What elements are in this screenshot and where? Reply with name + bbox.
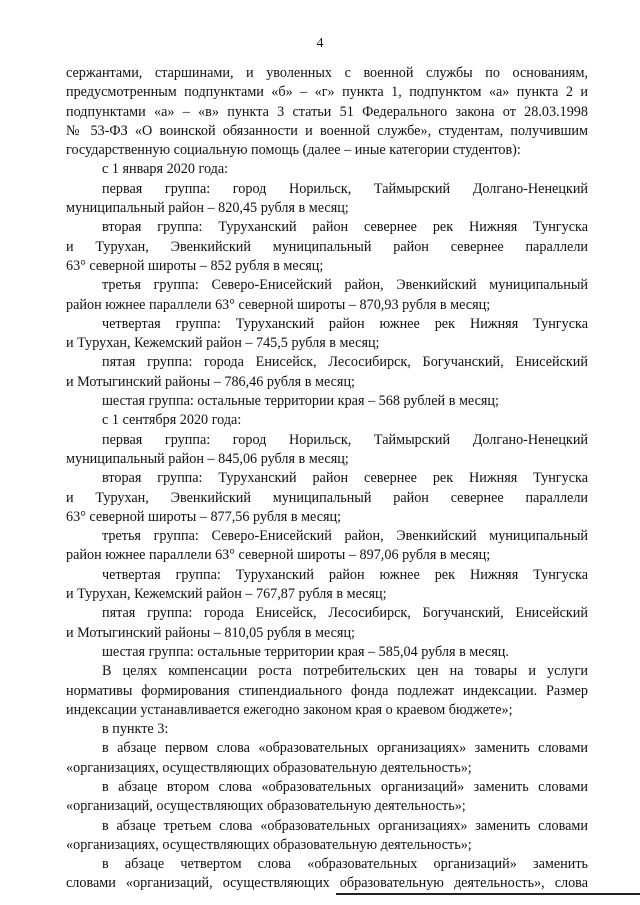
- text-line: государственную социальную помощь (далее – иные категории студентов):: [66, 142, 521, 159]
- text-line: пятая группа: города Енисейск, Лесосибирск, Богучанский, Енисейский: [102, 605, 588, 622]
- text-line: в абзаце втором слова «образовательных организаций» заменить словами: [102, 778, 588, 795]
- text-line: нормативы формирования стипендиального фонда подлежат индексации. Размер: [66, 682, 588, 699]
- text-line: № 53-ФЗ «О воинской обязанности и военной службе», студентам, получившим: [66, 122, 588, 139]
- text-line: с 1 января 2020 года:: [102, 161, 229, 178]
- text-line: шестая группа: остальные территории края – 585,04 рубля в месяц.: [102, 643, 509, 660]
- text-line: 63° северной широты – 877,56 рубля в месяц;: [66, 508, 342, 525]
- text-line: первая группа: город Норильск, Таймырский Долгано-Ненецкий: [102, 431, 588, 448]
- text-line: четвертая группа: Туруханский район южнее рек Нижняя Тунгуска: [102, 315, 588, 332]
- text-line: предусмотренным подпунктами «б» – «г» пункта 1, подпунктом «а» пункта 2 и: [66, 84, 588, 101]
- text-line: «организациях, осуществляющих образовательную деятельность»;: [66, 759, 472, 776]
- text-line: вторая группа: Туруханский район севернее рек Нижняя Тунгуска: [102, 470, 588, 487]
- text-line: с 1 сентября 2020 года:: [102, 412, 242, 429]
- text-line: и Турухан, Кежемский район – 767,87 рубля в месяц;: [66, 586, 387, 603]
- text-line: «организаций, осуществляющих образовательную деятельность»;: [66, 798, 466, 815]
- text-line: четвертая группа: Туруханский район южнее рек Нижняя Тунгуска: [102, 566, 588, 583]
- page-number: 4: [316, 36, 324, 51]
- bottom-divider-line: [336, 893, 640, 895]
- text-line: и Турухан, Кежемский район – 745,5 рубля в месяц;: [66, 335, 380, 352]
- text-line: район южнее параллели 63° северной широты – 870,93 рубля в месяц;: [66, 296, 491, 313]
- text-line: в абзаце четвертом слова «образовательных организаций» заменить: [102, 856, 588, 873]
- text-line: и Турухан, Эвенкийский муниципальный район севернее параллели: [66, 489, 588, 506]
- text-line: третья группа: Северо-Енисейский район, Эвенкийский муниципальный: [102, 277, 588, 294]
- text-line: В целях компенсации роста потребительских цен на товары и услуги: [102, 663, 588, 680]
- text-line: в пункте 3:: [102, 721, 169, 738]
- text-line: муниципальный район – 820,45 рубля в месяц;: [66, 200, 349, 217]
- text-line: муниципальный район – 845,06 рубля в месяц;: [66, 450, 349, 467]
- text-line: словами «организаций, осуществляющих образовательную деятельность», слова: [66, 875, 588, 892]
- text-line: в абзаце третьем слова «образовательных организациях» заменить словами: [102, 817, 588, 834]
- text-line: третья группа: Северо-Енисейский район, Эвенкийский муниципальный: [102, 528, 588, 545]
- text-line: и Турухан, Эвенкийский муниципальный район севернее параллели: [66, 238, 588, 255]
- text-line: подпунктами «а» – «в» пункта 3 статьи 51 Федерального закона от 28.03.1998: [66, 103, 588, 120]
- text-line: «организациях, осуществляющих образовательную деятельность»;: [66, 836, 472, 853]
- text-line: пятая группа: города Енисейск, Лесосибирск, Богучанский, Енисейский: [102, 354, 588, 371]
- text-line: индексации устанавливается ежегодно законом края о краевом бюджете»;: [66, 701, 513, 718]
- text-line: и Мотыгинский районы – 786,46 рубля в месяц;: [66, 373, 355, 390]
- text-line: и Мотыгинский районы – 810,05 рубля в месяц;: [66, 624, 355, 641]
- text-line: шестая группа: остальные территории края – 568 рублей в месяц;: [102, 393, 499, 410]
- text-line: 63° северной широты – 852 рубля в месяц;: [66, 257, 324, 274]
- text-line: первая группа: город Норильск, Таймырский Долгано-Ненецкий: [102, 180, 588, 197]
- text-line: район южнее параллели 63° северной широты – 897,06 рубля в месяц;: [66, 547, 491, 564]
- document-body: [66, 64, 588, 894]
- text-line: сержантами, старшинами, и уволенных с военной службы по основаниям,: [66, 65, 588, 81]
- text-line: в абзаце первом слова «образовательных организациях» заменить словами: [102, 740, 588, 757]
- text-line: вторая группа: Туруханский район севернее рек Нижняя Тунгуска: [102, 219, 588, 236]
